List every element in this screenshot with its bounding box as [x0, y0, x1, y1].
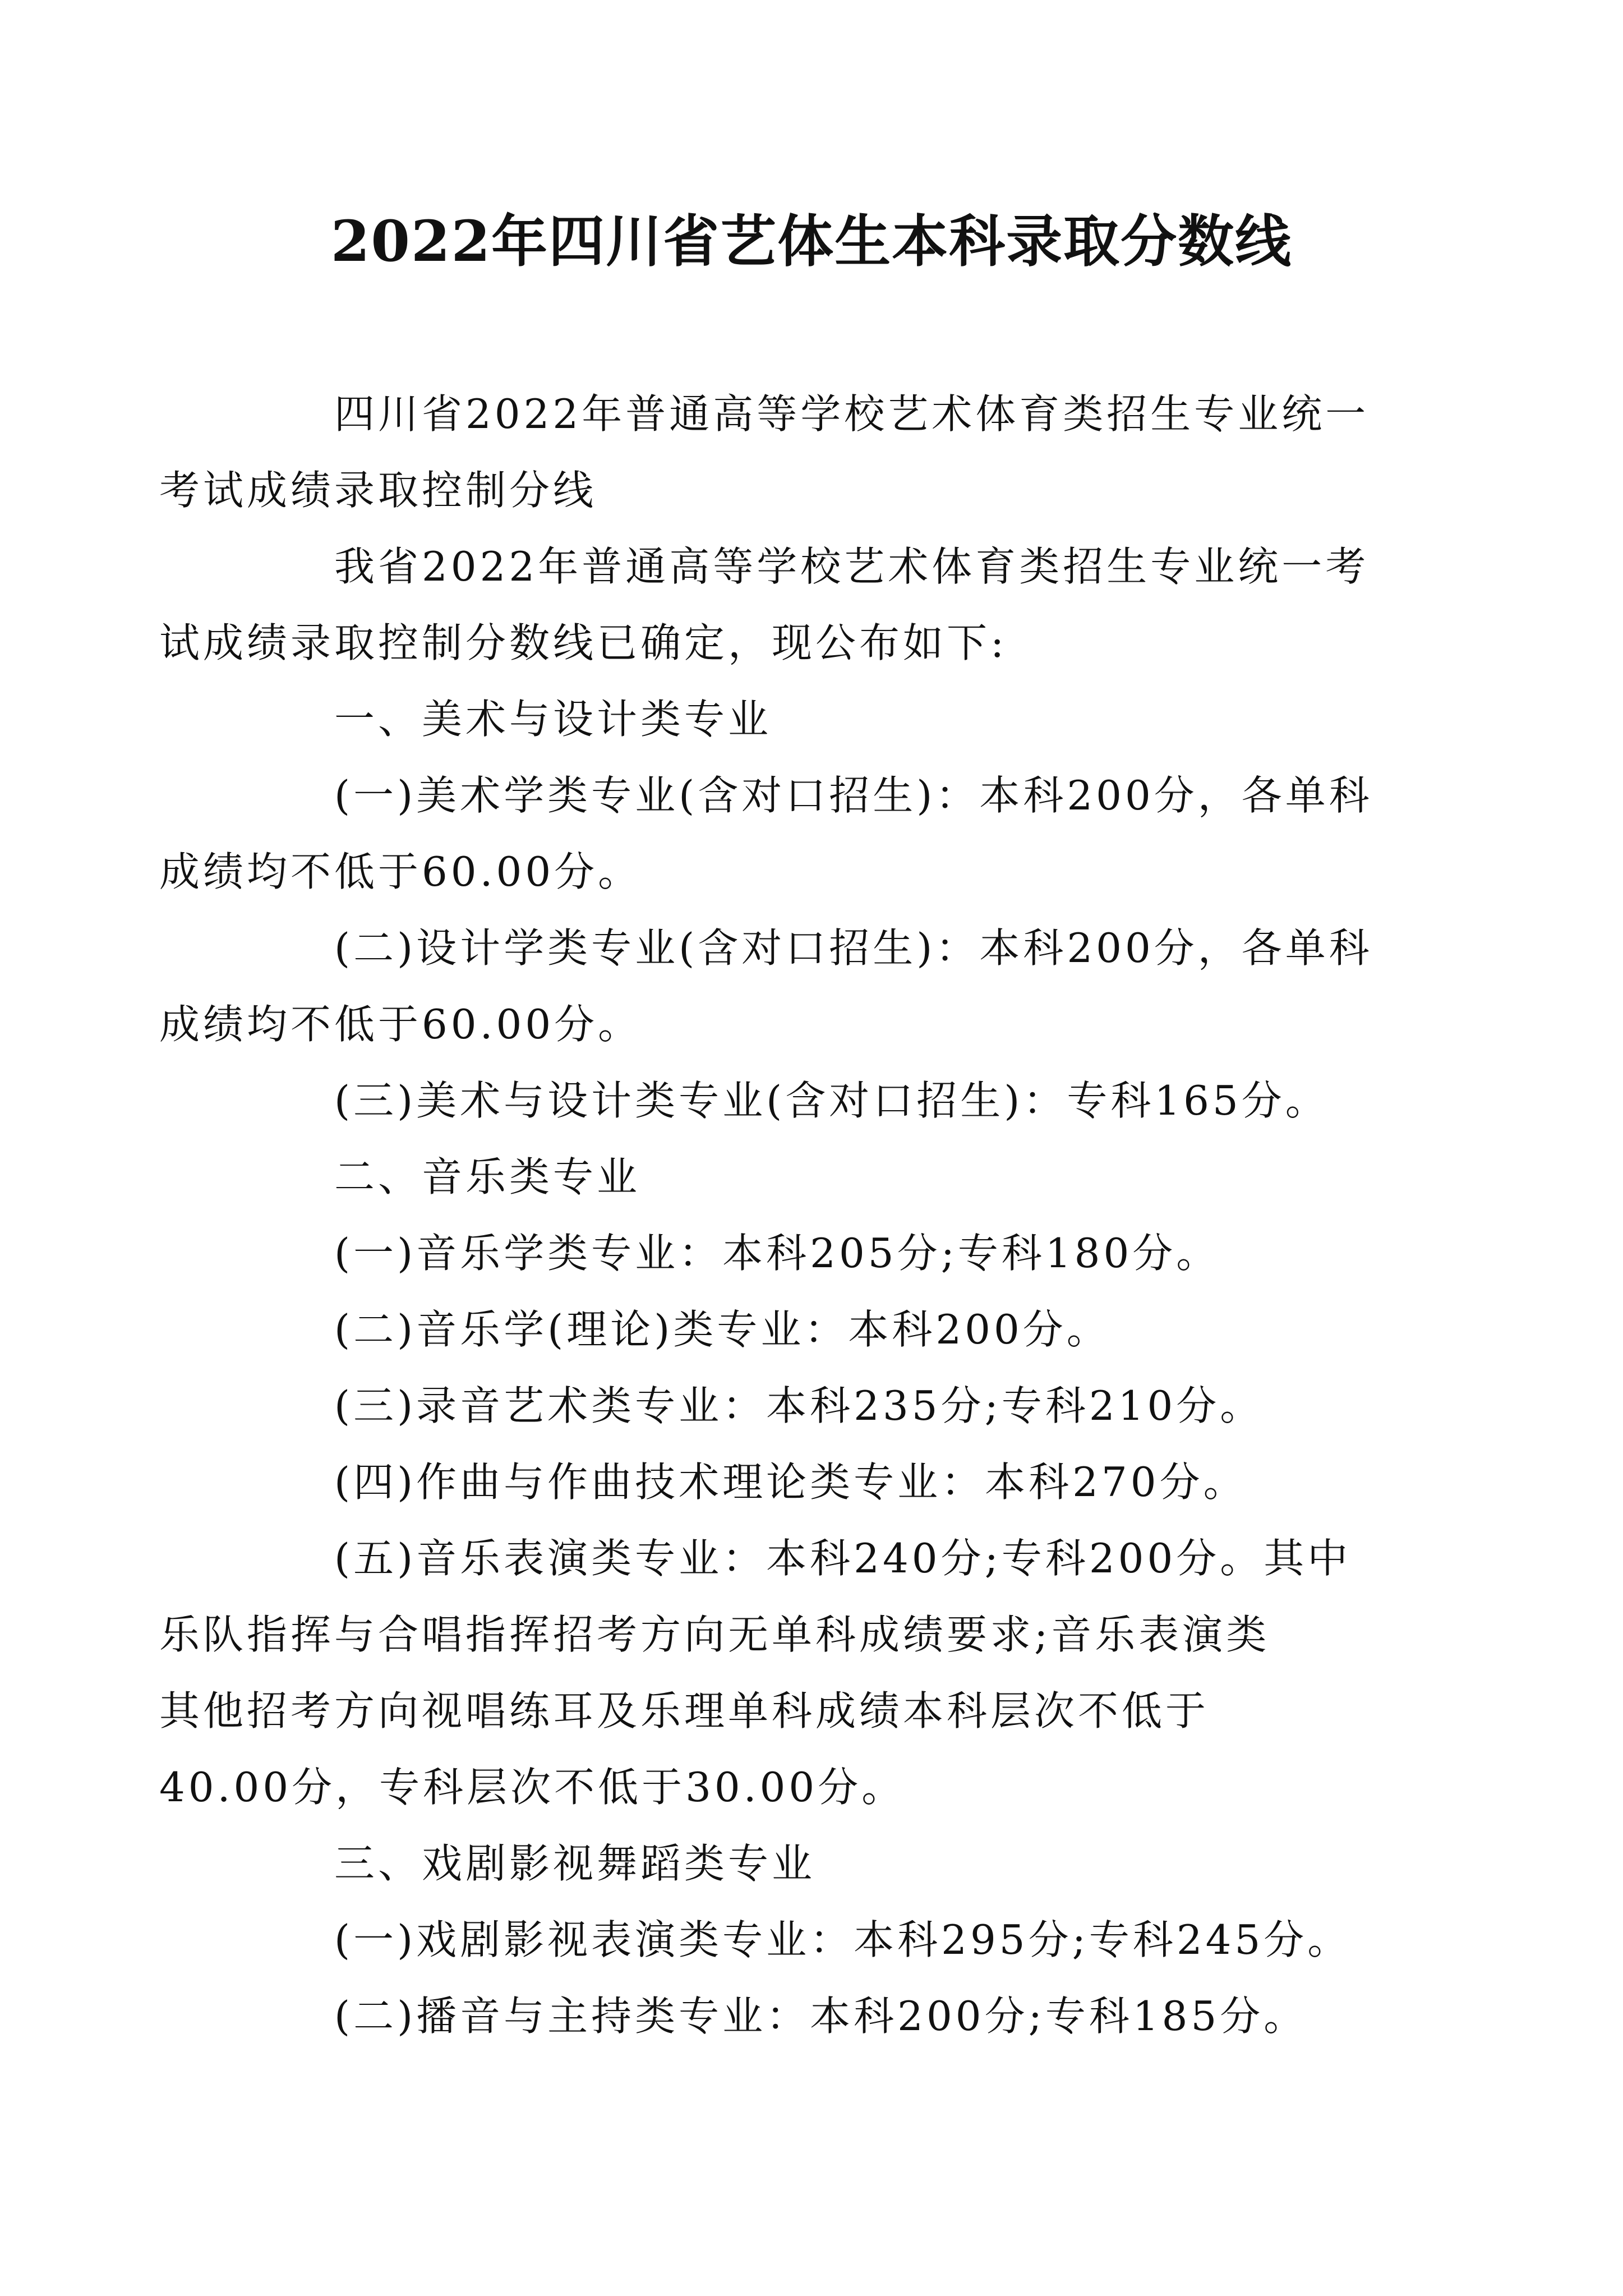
paragraph-broadcasting-hosting	[247, 1978, 1380, 2054]
text-line: (四)作曲与作曲技术理论类专业：本科270分。	[334, 1458, 1247, 1506]
text-line: 其他招考方向视唱练耳及乐理单科成绩本科层次不低于	[159, 1687, 1210, 1734]
text-line: 成绩均不低于60.00分。	[159, 848, 642, 895]
text-line: 二、音乐类专业	[334, 1153, 641, 1200]
text-line: 考试成绩录取控制分线	[159, 467, 597, 514]
paragraph-intro-heading	[159, 376, 1380, 528]
paragraph-intro	[159, 528, 1380, 681]
text-line: 一、美术与设计类专业	[334, 696, 772, 743]
paragraph-fine-arts	[159, 757, 1380, 910]
text-line: (二)设计学类专业(含对口招生)：本科200分，各单科	[334, 924, 1373, 972]
text-line: 四川省2022年普通高等学校艺术体育类招生专业统一	[334, 390, 1370, 438]
paragraph-music-performance	[159, 1520, 1380, 1825]
text-line: (一)音乐学类专业：本科205分;专科180分。	[334, 1230, 1220, 1277]
text-line: 我省2022年普通高等学校艺术体育类招生专业统一考	[334, 543, 1370, 590]
section-heading-drama-film-dance	[247, 1825, 1380, 1902]
paragraph-art-design-college	[247, 1062, 1380, 1139]
text-line: 三、戏剧影视舞蹈类专业	[334, 1840, 816, 1887]
paragraph-musicology	[247, 1215, 1380, 1291]
section-heading-art-design	[247, 681, 1380, 757]
text-line: 40.00分，专科层次不低于30.00分。	[159, 1764, 906, 1811]
paragraph-composition	[247, 1444, 1380, 1520]
text-line: (一)美术学类专业(含对口招生)：本科200分，各单科	[334, 772, 1373, 819]
paragraph-design	[159, 910, 1380, 1062]
text-line: (一)戏剧影视表演类专业：本科295分;专科245分。	[334, 1916, 1352, 1963]
section-heading-music	[247, 1139, 1380, 1215]
document-body	[159, 376, 1380, 2054]
text-line: 试成绩录取控制分数线已确定，现公布如下:	[159, 619, 1008, 666]
text-line: 成绩均不低于60.00分。	[159, 1001, 642, 1048]
paragraph-recording-arts	[247, 1368, 1380, 1444]
text-line: 乐队指挥与合唱指挥招考方向无单科成绩要求;音乐表演类	[159, 1611, 1270, 1658]
text-line: (二)音乐学(理论)类专业：本科200分。	[334, 1306, 1110, 1353]
document-title: 2022年四川省艺体生本科录取分数线	[330, 208, 1293, 274]
text-line: (三)录音艺术类专业：本科235分;专科210分。	[334, 1382, 1264, 1429]
paragraph-drama-performance	[247, 1902, 1380, 1978]
text-line: (二)播音与主持类专业：本科200分;专科185分。	[334, 1993, 1308, 2040]
paragraph-music-theory	[247, 1291, 1380, 1368]
text-line: (三)美术与设计类专业(含对口招生)：专科165分。	[334, 1077, 1329, 1124]
text-line: (五)音乐表演类专业：本科240分;专科200分。其中	[334, 1535, 1352, 1582]
